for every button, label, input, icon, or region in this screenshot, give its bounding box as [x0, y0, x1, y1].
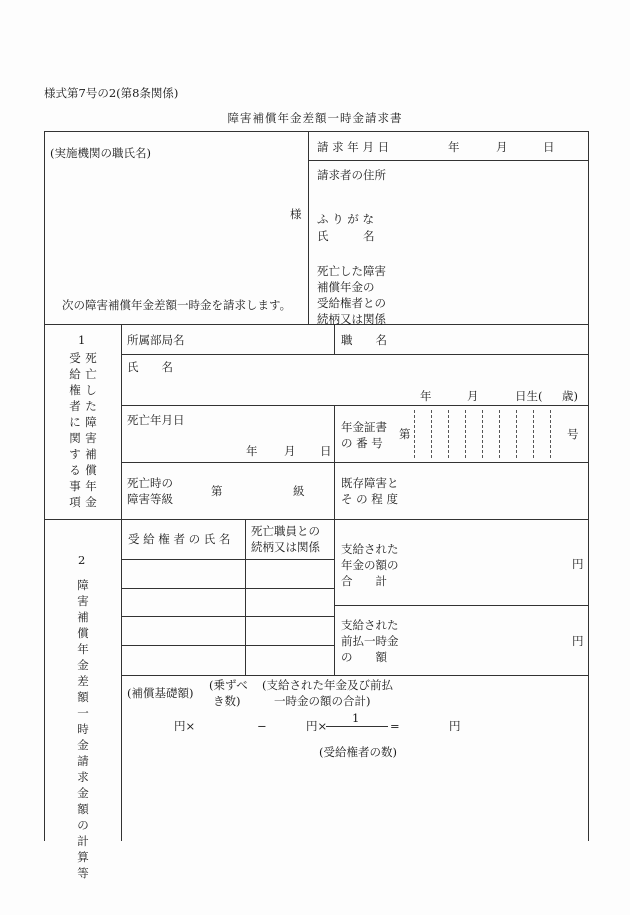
calc-minus: − [257, 719, 267, 733]
pension-cert-go: 号 [567, 427, 579, 441]
birth-day[interactable]: 日生( [515, 389, 543, 403]
base-amount-label: (補償基礎額) [127, 686, 194, 700]
multiplier-label: (乗ずべ き数) [209, 678, 248, 708]
relation-header: 死亡職員との 続柄又は関係 [251, 524, 320, 554]
position-label: 職 名 [341, 333, 387, 347]
age[interactable]: 歳) [562, 389, 578, 403]
section2-heading: 障害補償年金差額一時金請求金額の計算等 [77, 578, 89, 880]
calc-numerator: 1 [352, 711, 360, 725]
death-month[interactable]: 月 [284, 444, 296, 458]
advance-label: 支給された 前払一時金 の 額 [341, 618, 399, 664]
existing-disability-label: 既存障害と そ の 程 度 [341, 476, 399, 506]
furigana-label: ふ り が な [317, 212, 374, 226]
claimant-name-label: 氏 名 [317, 229, 375, 243]
calc-yen-result: 円 [449, 719, 461, 733]
grade-dai: 第 [211, 484, 223, 498]
request-day[interactable]: 日 [543, 140, 555, 154]
request-statement: 次の障害補償年金差額一時金を請求します。 [62, 298, 292, 312]
death-date-label: 死亡年月日 [127, 413, 185, 427]
calc-yen-times: 円× [174, 719, 196, 733]
advance-yen: 円 [572, 634, 584, 648]
request-year[interactable]: 年 [448, 140, 460, 154]
total-paid-label: 支給された 年金の額の 合 計 [341, 542, 399, 588]
calc-denominator: (受給権者の数) [319, 745, 397, 759]
deceased-name-label: 氏 名 [127, 360, 173, 374]
section2-number: 2 [78, 553, 86, 567]
pension-cert-dai: 第 [399, 427, 411, 441]
address-label: 請求者の住所 [317, 168, 386, 182]
request-date-label: 請 求 年 月 日 [317, 140, 390, 154]
grade-label: 死亡時の 障害等級 [127, 476, 173, 506]
fraction-bar [326, 726, 388, 727]
calc-equals: = [390, 719, 400, 733]
beneficiary-name-header: 受 給 権 者 の 氏 名 [128, 532, 231, 546]
calc-yen-times-2: 円× [306, 719, 328, 733]
request-month[interactable]: 月 [496, 140, 508, 154]
death-day[interactable]: 日 [320, 444, 332, 458]
pension-cert-label: 年金証書 の 番 号 [341, 420, 387, 450]
birth-year[interactable]: 年 [420, 389, 432, 403]
birth-month[interactable]: 月 [467, 389, 479, 403]
sama-label: 様 [290, 207, 302, 221]
relation-label: 死亡した障害 補償年金の 受給権者との 続柄又は関係 [317, 264, 386, 326]
death-year[interactable]: 年 [246, 444, 258, 458]
total-paid-yen: 円 [572, 557, 584, 571]
grade-kyu: 級 [293, 484, 305, 498]
section1-heading-col2: 死亡した障害補償年金 [85, 351, 97, 509]
dept-label: 所属部局名 [127, 333, 185, 347]
section1-number: 1 [78, 333, 86, 347]
sum-label: (支給された年金及び前払 一時金の額の合計) [262, 678, 393, 708]
section1-heading-col1: 受給権者に関する事項 [69, 351, 81, 509]
agency-label: (実施機関の職氏名) [50, 146, 151, 160]
form-code: 様式第7号の2(第8条関係) [44, 86, 179, 100]
page-title: 障害補償年金差額一時金請求書 [227, 111, 403, 125]
